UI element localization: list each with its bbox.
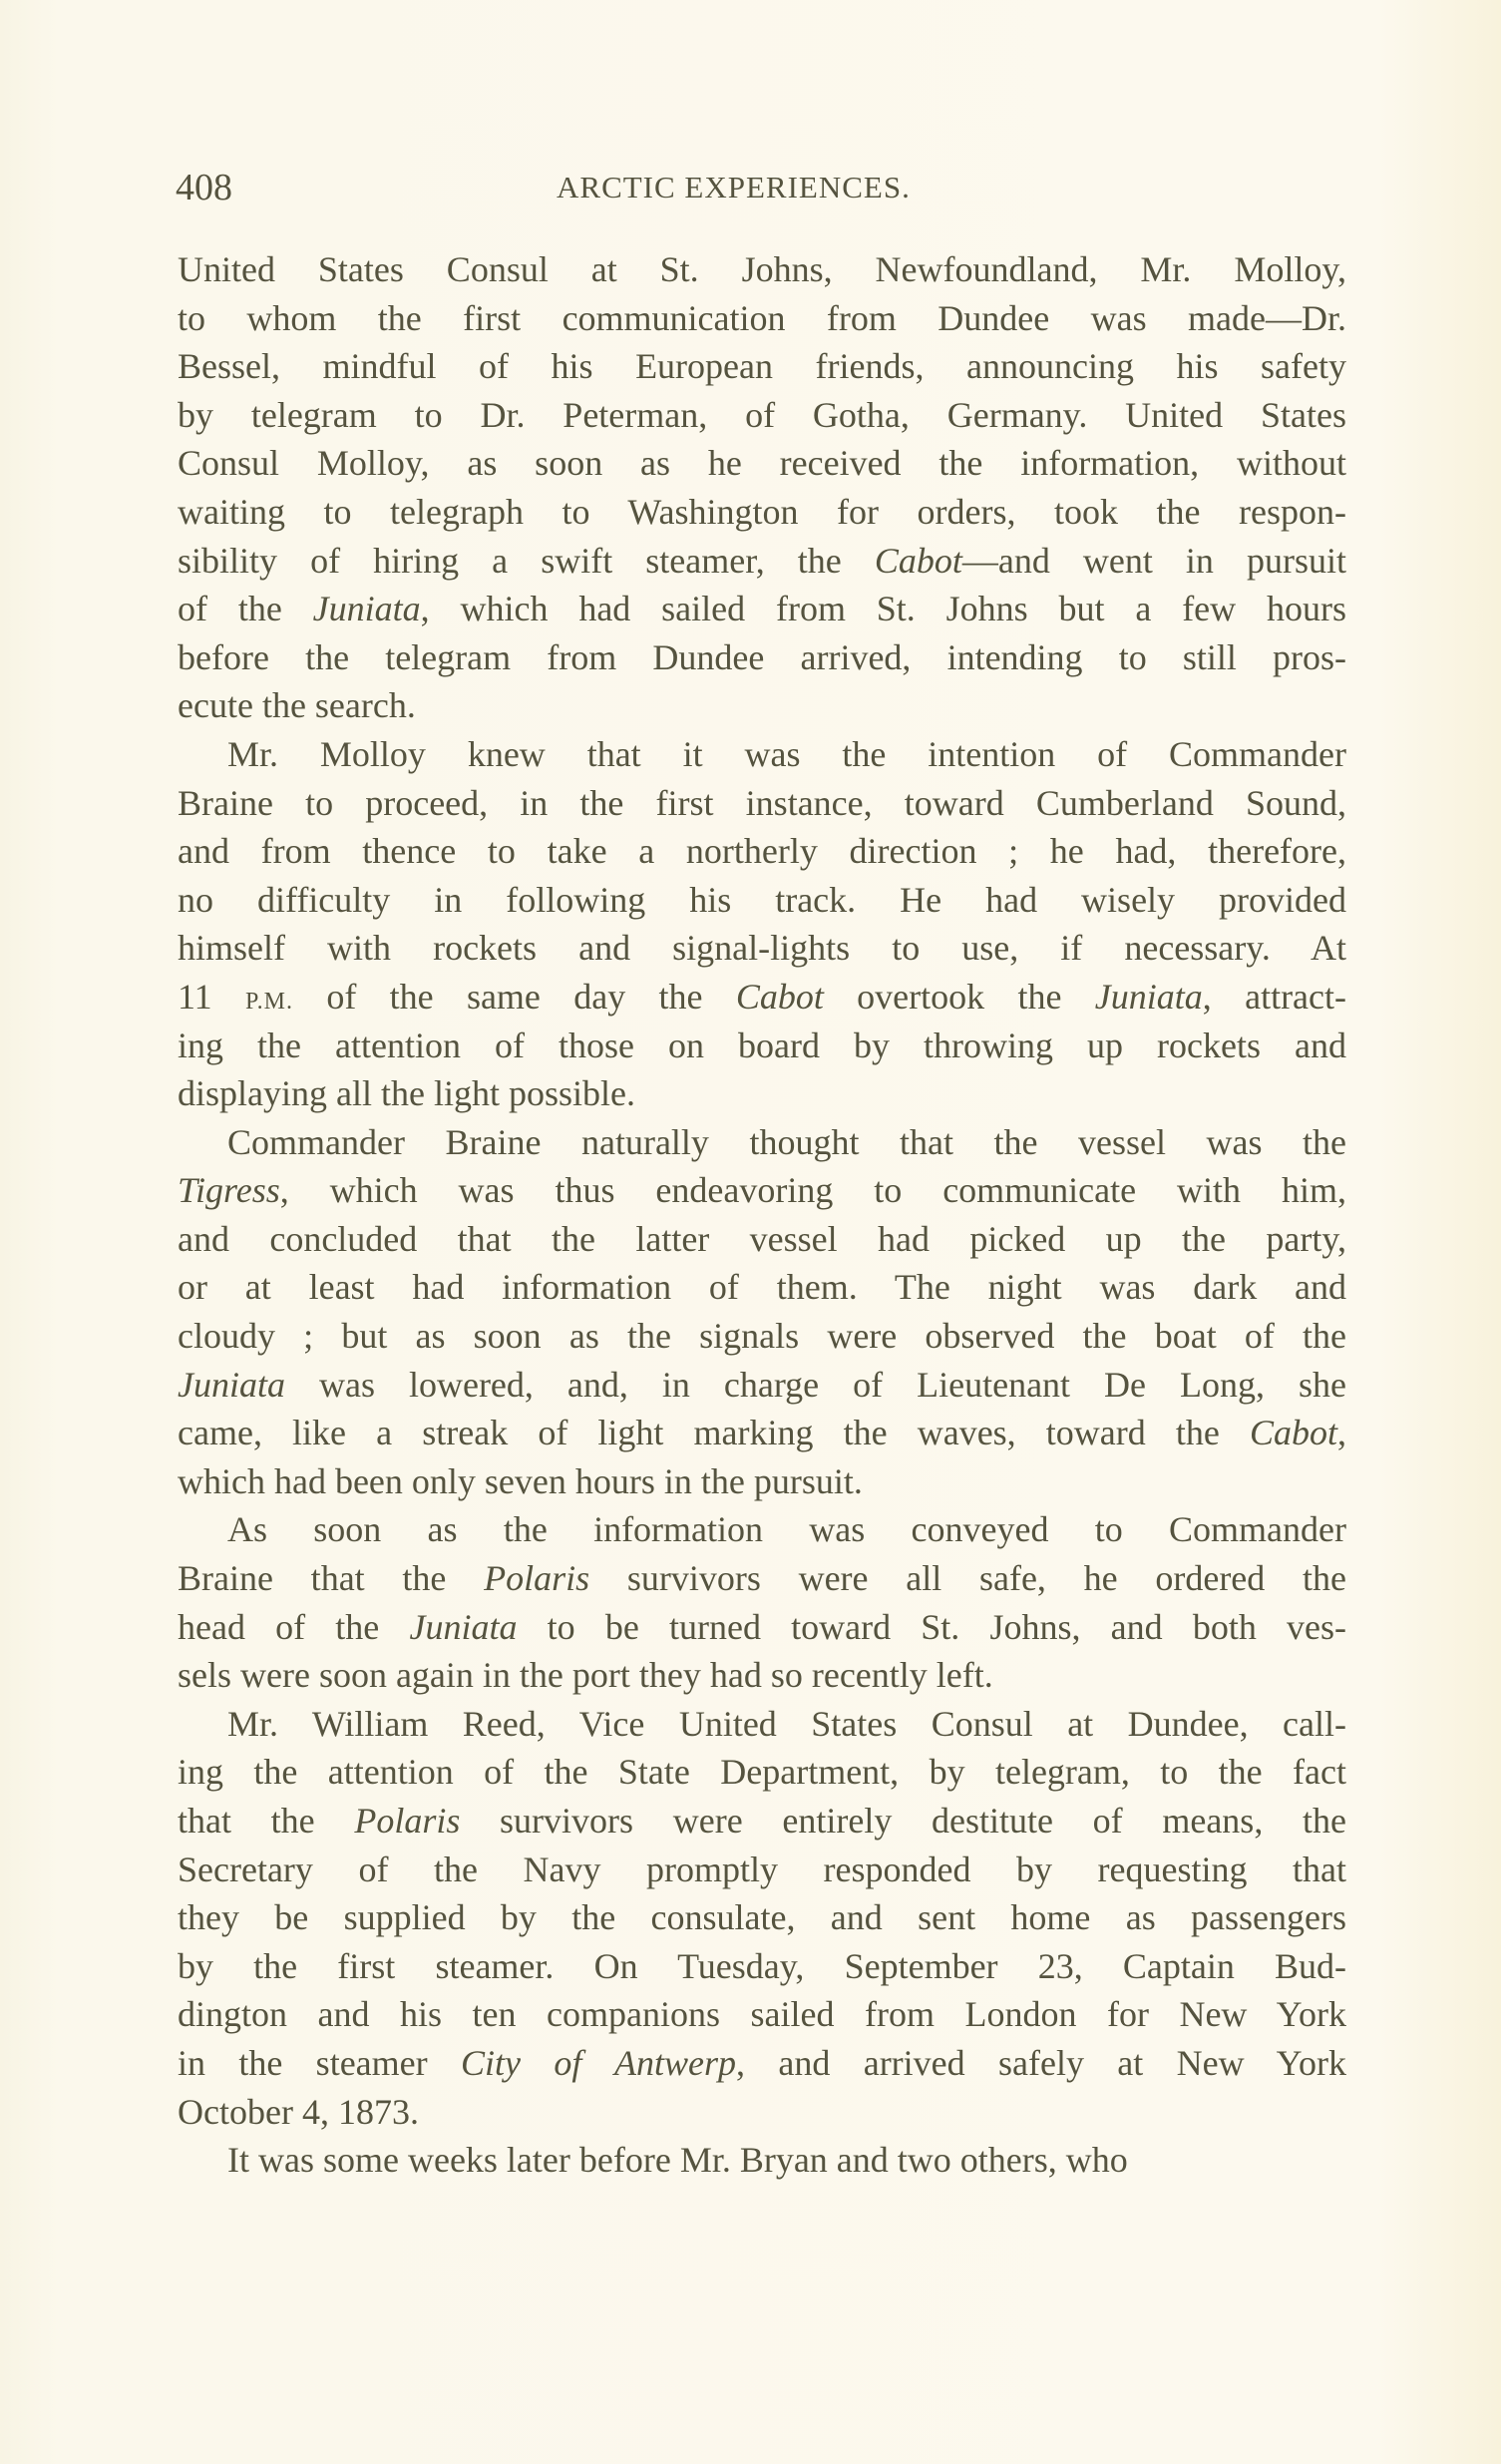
text-line	[178, 1942, 1346, 1991]
text-run: Braine to proceed, in the first instance, toward Cumberland Sound,	[178, 782, 1346, 823]
text-run: that the	[178, 1801, 355, 1841]
text-run: waiting to telegraph to Washington for orders, took the respon-	[178, 491, 1346, 532]
paragraph	[178, 2136, 1346, 2185]
text-line	[178, 1748, 1346, 1797]
text-line	[178, 294, 1346, 343]
paragraph	[178, 245, 1346, 730]
text-line	[178, 973, 1346, 1022]
text-line	[178, 1069, 1346, 1118]
text-line	[178, 1215, 1346, 1264]
text-run: Braine that the	[178, 1558, 485, 1599]
text-run: Bessel, mindful of his European friends, announcing his safety	[178, 346, 1346, 387]
text-run: and from thence to take a northerly direction ; he had, therefore,	[178, 831, 1346, 872]
text-line	[178, 537, 1346, 586]
text-run: As soon as the information was conveyed to Commander	[227, 1509, 1346, 1550]
text-line	[178, 1166, 1346, 1215]
text-run: sibility of hiring a swift steamer, the	[178, 540, 875, 581]
text-run: by telegram to Dr. Peterman, of Gotha, Germany. United States	[178, 394, 1346, 435]
text-line	[178, 924, 1346, 973]
text-line	[178, 1505, 1346, 1554]
text-line	[178, 439, 1346, 488]
text-line	[178, 779, 1346, 828]
text-line	[178, 488, 1346, 537]
text-line	[178, 2039, 1346, 2088]
text-run: of the same day the	[293, 976, 736, 1017]
text-run: came, like a streak of light marking the waves, toward the	[178, 1413, 1250, 1453]
text-run: Mr. Molloy knew that it was the intention of Commander	[227, 733, 1346, 774]
text-line	[178, 391, 1346, 440]
text-line	[178, 827, 1346, 876]
text-run: ,	[1337, 1413, 1346, 1453]
text-line	[178, 876, 1346, 925]
paragraph	[178, 1118, 1346, 1506]
text-line	[178, 1700, 1346, 1749]
text-line	[178, 730, 1346, 779]
text-run: to be turned toward St. Johns, and both ves-	[517, 1606, 1346, 1647]
paragraph	[178, 1505, 1346, 1699]
text-run: by the first steamer. On Tuesday, September 23, Captain Bud-	[178, 1945, 1346, 1986]
text-line	[178, 1554, 1346, 1603]
body-text	[178, 245, 1346, 2185]
text-run: in the steamer	[178, 2042, 461, 2083]
text-line	[178, 2088, 1346, 2137]
text-line	[178, 1651, 1346, 1700]
text-run: , which had sailed from St. Johns but a few hours	[420, 589, 1346, 629]
text-run: and concluded that the latter vessel had picked up the party,	[178, 1218, 1346, 1259]
text-run: before the telegram from Dundee arrived, intending to still pros-	[178, 636, 1346, 677]
text-line	[178, 1361, 1346, 1410]
text-run: overtook the	[823, 976, 1095, 1017]
text-run: survivors were entirely destitute of means, the	[460, 1801, 1346, 1841]
text-line	[178, 1263, 1346, 1312]
text-line	[178, 633, 1346, 682]
text-run: no difficulty in following his track. He had wisely provided	[178, 879, 1346, 920]
text-run: October 4, 1873.	[178, 2091, 419, 2132]
italic-text: Cabot	[874, 540, 962, 581]
text-run: , which was thus endeavoring to communicate with him,	[279, 1170, 1346, 1211]
small-caps-text: P.M.	[244, 988, 294, 1015]
text-run: or at least had information of them. The night was dark and	[178, 1267, 1346, 1308]
text-run: —and went in pursuit	[961, 540, 1346, 581]
italic-text: Juniata	[1094, 976, 1203, 1017]
text-run: was lowered, and, in charge of Lieutenant De Long, she	[284, 1364, 1346, 1405]
italic-text: Cabot	[735, 976, 824, 1017]
italic-text: Polaris	[484, 1558, 590, 1599]
text-line	[178, 1457, 1346, 1506]
text-run: sels were soon again in the port they had so recently left.	[178, 1655, 993, 1696]
text-line	[178, 1603, 1346, 1652]
text-run: to whom the first communication from Dundee was made—Dr.	[178, 297, 1346, 338]
text-run: , attract-	[1202, 976, 1347, 1017]
text-line	[178, 585, 1346, 633]
paragraph	[178, 730, 1346, 1118]
text-run: dington and his ten companions sailed from London for New York	[178, 1994, 1346, 2035]
running-title: ARCTIC EXPERIENCES.	[557, 170, 911, 205]
text-run: United States Consul at St. Johns, Newfoundland, Mr. Molloy,	[178, 249, 1346, 289]
text-line	[178, 342, 1346, 391]
paragraph	[178, 1700, 1346, 2136]
text-run: which had been only seven hours in the pursuit.	[178, 1460, 863, 1501]
text-run: , and arrived safely at New York	[736, 2042, 1347, 2083]
italic-text: Polaris	[354, 1801, 461, 1841]
text-run: It was some weeks later before Mr. Bryan and two others, who	[227, 2140, 1128, 2181]
text-run: ing the attention of those on board by throwing up rockets and	[178, 1025, 1346, 1065]
text-run: survivors were all safe, he ordered the	[589, 1558, 1346, 1599]
italic-text: Juniata	[312, 589, 421, 629]
text-line	[178, 1846, 1346, 1894]
text-line	[178, 245, 1346, 294]
text-run: displaying all the light possible.	[178, 1073, 635, 1114]
text-run: Secretary of the Navy promptly responded by requesting that	[178, 1848, 1346, 1889]
text-run: himself with rockets and signal-lights to use, if necessary. At	[178, 928, 1346, 969]
text-run: Consul Molloy, as soon as he received the information, without	[178, 443, 1346, 484]
italic-text: Cabot	[1249, 1413, 1337, 1453]
text-line	[178, 1022, 1346, 1070]
page-number: 408	[176, 167, 232, 208]
text-line	[178, 1990, 1346, 2039]
text-line	[178, 1312, 1346, 1361]
text-run: Commander Braine naturally thought that the vessel was the	[227, 1121, 1346, 1162]
italic-text: Tigress	[178, 1170, 280, 1211]
text-run: ecute the search.	[178, 685, 416, 726]
text-line	[178, 1893, 1346, 1942]
text-line	[178, 1409, 1346, 1457]
text-line	[178, 1797, 1346, 1846]
text-line	[178, 681, 1346, 730]
text-run: head of the	[178, 1606, 410, 1647]
text-run: of the	[178, 589, 313, 629]
text-run: they be supplied by the consulate, and sent home as passengers	[178, 1897, 1346, 1938]
text-run: cloudy ; but as soon as the signals were observed the boat of the	[178, 1316, 1346, 1357]
text-line	[178, 1118, 1346, 1167]
italic-text: City of Antwerp	[460, 2042, 737, 2083]
text-run: Mr. William Reed, Vice United States Consul at Dundee, call-	[227, 1703, 1346, 1744]
text-run: ing the attention of the State Department, by telegram, to the fact	[178, 1752, 1346, 1793]
text-run: 11	[178, 976, 245, 1017]
italic-text: Juniata	[178, 1364, 285, 1405]
italic-text: Juniata	[409, 1606, 518, 1647]
text-line	[178, 2136, 1346, 2185]
